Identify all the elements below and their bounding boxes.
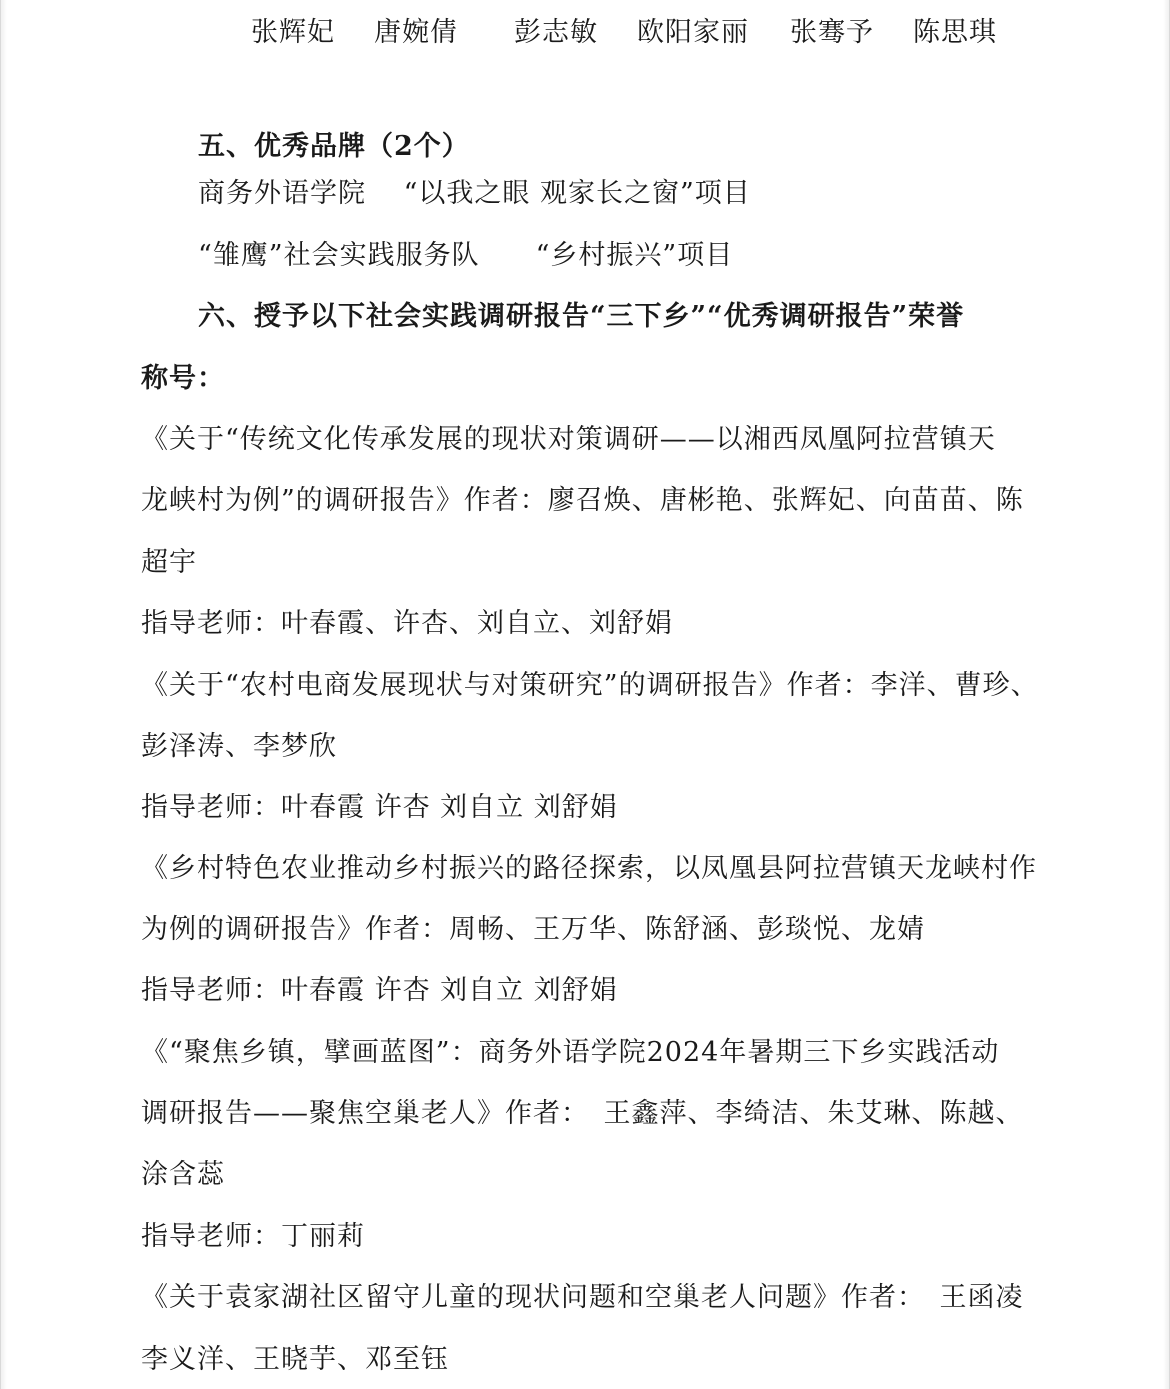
report-line: 《关于“农村电商发展现状与对策研究”的调研报告》作者：李洋、曹珍、 bbox=[141, 670, 1039, 701]
report-line: 李义洋、王晓芋、邓至钰 bbox=[141, 1344, 449, 1375]
name-item: 张辉妃 bbox=[251, 17, 335, 48]
report-line: 《关于袁家湖社区留守儿童的现状问题和空巢老人问题》作者： 王函凌 bbox=[141, 1282, 1024, 1313]
report-line: 《关于“传统文化传承发展的现状对策调研——以湘西凤凰阿拉营镇天 bbox=[141, 424, 996, 455]
name-item: 张骞予 bbox=[790, 17, 874, 48]
brand-item: 商务外语学院 “以我之眼 观家长之窗”项目 bbox=[198, 178, 751, 209]
report-line: 为例的调研报告》作者：周畅、王万华、陈舒涵、彭琰悦、龙婧 bbox=[141, 914, 925, 945]
section6-heading: 六、授予以下社会实践调研报告“三下乡”“优秀调研报告”荣誉 bbox=[198, 301, 965, 332]
report-line: 彭泽涛、李梦欣 bbox=[141, 731, 337, 762]
section5-heading: 五、优秀品牌（2个） bbox=[198, 131, 470, 162]
name-item: 彭志敏 bbox=[514, 17, 598, 48]
name-item: 陈思琪 bbox=[913, 17, 997, 48]
advisor-line: 指导老师：丁丽莉 bbox=[141, 1221, 365, 1252]
report-line: 龙峡村为例”的调研报告》作者：廖召焕、唐彬艳、张辉妃、向苗苗、陈 bbox=[141, 485, 1024, 516]
page-edge-shadow bbox=[1163, 0, 1169, 1389]
report-line: 涂含蕊 bbox=[141, 1159, 225, 1190]
advisor-line: 指导老师：叶春霞、许杏、刘自立、刘舒娟 bbox=[141, 608, 673, 639]
advisor-line: 指导老师：叶春霞 许杏 刘自立 刘舒娟 bbox=[141, 975, 618, 1006]
advisor-line: 指导老师：叶春霞 许杏 刘自立 刘舒娟 bbox=[141, 792, 618, 823]
report-line: 《“聚焦乡镇，擘画蓝图”：商务外语学院2024年暑期三下乡实践活动 bbox=[141, 1037, 1000, 1068]
name-item: 欧阳家丽 bbox=[637, 17, 749, 48]
name-item: 唐婉倩 bbox=[374, 17, 458, 48]
report-line: 调研报告——聚焦空巢老人》作者： 王鑫萍、李绮洁、朱艾琳、陈越、 bbox=[141, 1098, 1024, 1129]
page-edge-shadow bbox=[1, 0, 7, 1389]
report-line: 《乡村特色农业推动乡村振兴的路径探索，以凤凰县阿拉营镇天龙峡村作 bbox=[141, 853, 1037, 884]
section6-heading-cont: 称号： bbox=[141, 363, 225, 394]
brand-item: “雏鹰”社会实践服务队 “乡村振兴”项目 bbox=[198, 240, 734, 271]
report-line: 超宇 bbox=[141, 547, 197, 578]
